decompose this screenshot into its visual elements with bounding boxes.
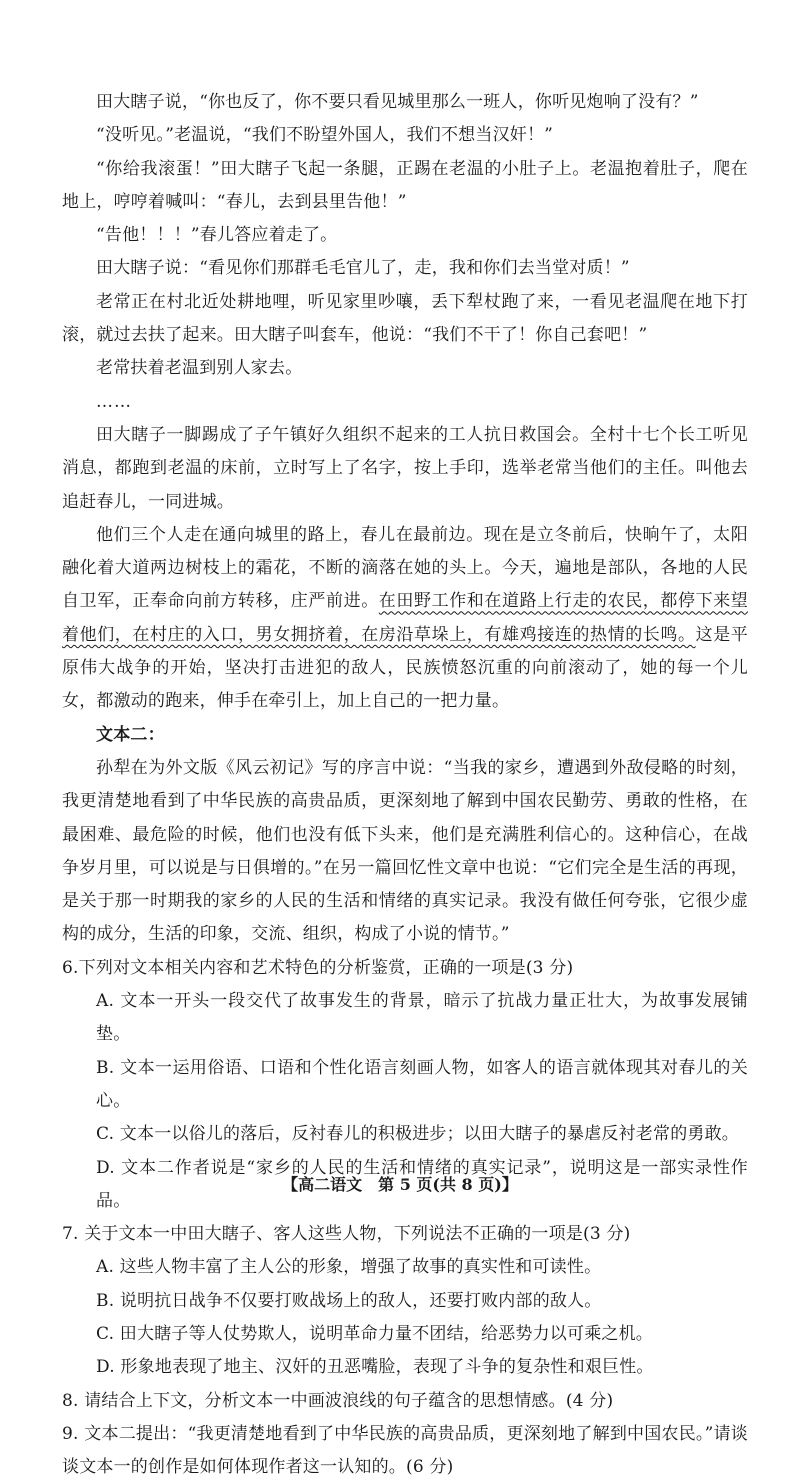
passage-paragraph: 田大瞎子一脚踢成了子午镇好久组织不起来的工人抗日救国会。全村十七个长工听见消息，都跑到老温的床前，立时写上了名字，按上手印，选举老常当他们的主任。叫他去追赶春儿，一同进城。 [62,424,748,512]
passage-paragraph: “你给我滚蛋！”田大瞎子飞起一条腿，正踢在老温的小肚子上。老温抱着肚子，爬在地上，哼哼着喊叫：“春儿，去到县里告他！” [62,158,748,212]
question-7-option-b: B. 说明抗日战争不仅要打败战场上的敌人，还要打败内部的敌人。 [96,1290,602,1311]
passage-paragraph: “没听见。”老温说，“我们不盼望外国人，我们不想当汉奸！” [96,125,554,146]
text-after-wavy: 这是平原伟大战争的开始，坚决打击进犯的敌人，民族愤怒沉重的向前滚动了，她的每一个儿女，都激动的跑来，伸手在牵引上，加上自己的一把力量。 [62,624,748,712]
passage-paragraph: 老常正在村北近处耕地哩，听见家里吵嚷，丢下犁杖跑了来，一看见老温爬在地下打滚，就过去扶了起来。田大瞎子叫套车，他说：“我们不干了！你自己套吧！” [62,291,748,346]
ellipsis: …… [96,391,132,412]
page-content [62,86,748,1484]
question-6-option-d: D. 文本二作者说是“家乡的人民的生活和情绪的真实记录”，说明这是一部实录性作品。 [96,1157,748,1211]
question-7-stem: 7. 关于文本一中田大瞎子、客人这些人物，下列说法不正确的一项是(3 分) [62,1224,631,1245]
question-6-option-b: B. 文本一运用俗语、口语和个性化语言刻画人物，如客人的语言就体现其对春儿的关心。 [96,1057,748,1111]
question-7-option-a: A. 这些人物丰富了主人公的形象，增强了故事的真实性和可读性。 [96,1257,602,1278]
question-6-stem: 6.下列对文本相关内容和艺术特色的分析鉴赏，正确的一项是(3 分) [62,957,574,978]
text2-body: 孙犁在为外文版《风云初记》写的序言中说：“当我的家乡，遭遇到外敌侵略的时刻，我更清楚地看到了中华民族的高贵品质，更深刻地了解到中国农民勤劳、勇敢的性格，在最困难、最危险的时候，他们也没有低下头来，他们是充满胜利信心的。这种信心，在战争岁月里，可以说是与日俱增的。”在另一篇回忆性文章中也说：“它们完全是生活的再现，是关于那一时期我的家乡的人民的生活和情绪的真实记录。我没有做任何夸张，它很少虚构的成分，生活的印象，交流、组织，构成了小说的情节。” [62,757,748,945]
question-9: 9. 文本二提出：“我更清楚地看到了中华民族的高贵品质，更深刻地了解到中国农民。”请谈谈文本一的创作是如何体现作者这一认知的。(6 分) [62,1423,748,1478]
passage-paragraph: 老常扶着老温到别人家去。 [96,358,303,379]
question-6-option-a: A. 文本一开头一段交代了故事发生的背景，暗示了抗战力量正壮大，为故事发展铺垫。 [96,991,748,1045]
text2-heading: 文本二： [96,724,165,745]
passage-paragraph-with-wavy-line [62,519,748,719]
text-before-wavy: 他们三个人走在通向城里的路上，春儿在最前边。现在是立冬前后，快晌午了，太阳融化着大道两边树枝上的霜花，不断的滴落在她的头上。今天，遍地是部队，各地的人民自卫军，正奉命向前方转移，庄严前进。 [62,524,748,612]
question-7-option-d: D. 形象地表现了地主、汉奸的丑恶嘴脸，表现了斗争的复杂性和艰巨性。 [96,1357,654,1378]
question-8: 8. 请结合上下文，分析文本一中画波浪线的句子蕴含的思想情感。(4 分) [62,1390,614,1411]
page-footer: 【高二语文 第 5 页(共 8 页)】 [282,1175,518,1194]
question-7-option-c: C. 田大瞎子等人仗势欺人，说明革命力量不团结，给恶势力以可乘之机。 [96,1323,654,1344]
passage-paragraph: 田大瞎子说：“看见你们那群毛毛官儿了，走，我和你们去当堂对质！” [96,258,630,279]
passage-paragraph: “告他！！！”春儿答应着走了。 [96,225,338,246]
question-6-option-c: C. 文本一以俗儿的落后，反衬春儿的积极进步；以田大瞎子的暴虐反衬老常的勇敢。 [96,1124,740,1145]
passage-paragraph: 田大瞎子说，“你也反了，你不要只看见城里那么一班人，你听见炮响了没有？” [96,92,699,112]
wavy-underlined-sentence: 在田野工作和在道路上行走的农民，都停下来望着他们，在村庄的入口，男女拥挤着，在房沿草垛上，有雄鸡接连的热情的长鸣。 [62,591,748,645]
